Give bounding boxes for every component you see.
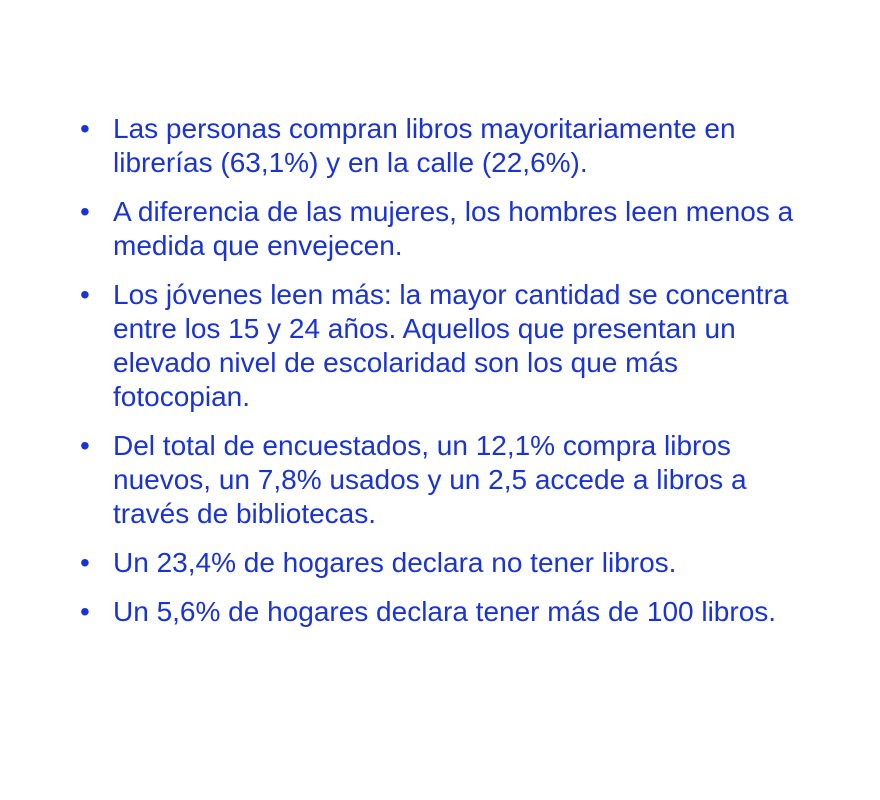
bullet-item-6 bbox=[80, 595, 800, 629]
bullet-text: Un 23,4% de hogares declara no tener libros. bbox=[113, 547, 677, 578]
bullet-marker: • bbox=[80, 547, 90, 578]
bullet-marker: • bbox=[80, 596, 90, 627]
bullet-list bbox=[80, 112, 800, 644]
bullet-item-1 bbox=[80, 112, 800, 180]
bullet-item-4 bbox=[80, 429, 800, 531]
bullet-text: Las personas compran libros mayoritariamente en librerías (63,1%) y en la calle (22,6%). bbox=[113, 113, 736, 178]
bullet-text: Un 5,6% de hogares declara tener más de 100 libros. bbox=[113, 596, 777, 627]
bullet-marker: • bbox=[80, 279, 90, 310]
bullet-marker: • bbox=[80, 430, 90, 461]
bullet-text: Del total de encuestados, un 12,1% compra libros nuevos, un 7,8% usados y un 2,5 accede a libros a través de bibliotecas. bbox=[113, 430, 747, 529]
bullet-marker: • bbox=[80, 113, 90, 144]
bullet-marker: • bbox=[80, 196, 90, 227]
bullet-item-5 bbox=[80, 546, 800, 580]
bullet-text: Los jóvenes leen más: la mayor cantidad se concentra entre los 15 y 24 años. Aquellos que presentan un elevado nivel de escolaridad son los que más fotocopian. bbox=[113, 279, 789, 412]
bullet-item-2 bbox=[80, 195, 800, 263]
bullet-item-3 bbox=[80, 278, 800, 414]
bullet-text: A diferencia de las mujeres, los hombres leen menos a medida que envejecen. bbox=[113, 196, 794, 261]
